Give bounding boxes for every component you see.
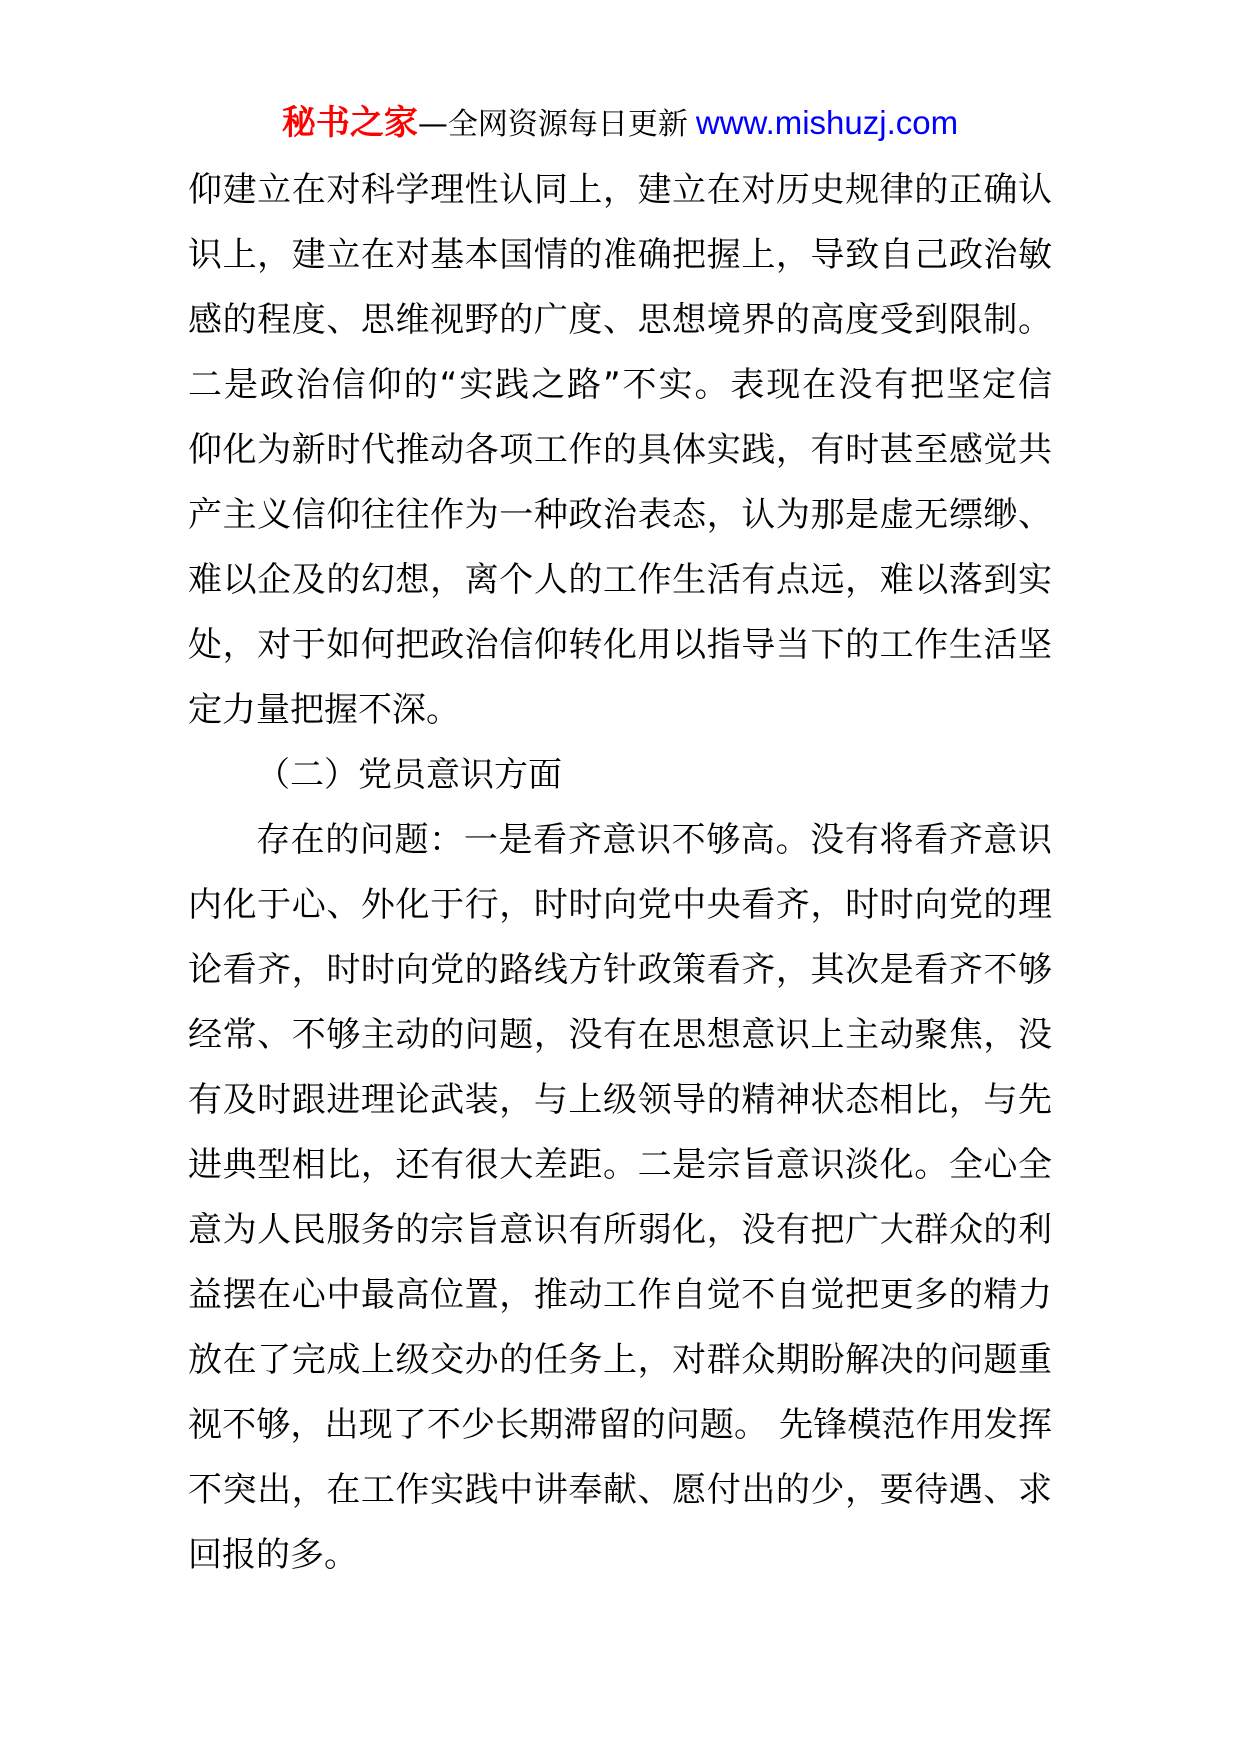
text-line: 存在的问题：一是看齐意识不够高。没有将看齐意识	[256, 820, 1052, 860]
text-line: 益摆在心中最高位置，推动工作自觉不自觉把更多的精力	[188, 1275, 1052, 1315]
text-line: 论看齐，时时向党的路线方针政策看齐，其次是看齐不够	[188, 950, 1052, 990]
section-heading-text: （二）党员意识方面	[256, 755, 562, 795]
text-line: 定力量把握不深。	[188, 690, 460, 730]
text-line: 意为人民服务的宗旨意识有所弱化，没有把广大群众的利	[188, 1210, 1052, 1250]
text-line: 经常、不够主动的问题，没有在思想意识上主动聚焦，没	[188, 1015, 1052, 1055]
text-line: 处，对于如何把政治信仰转化用以指导当下的工作生活坚	[188, 625, 1052, 665]
site-url: www.mishuzj.com	[695, 104, 959, 141]
text-line: 感的程度、思维视野的广度、思想境界的高度受到限制。	[188, 300, 1052, 340]
text-line: 放在了完成上级交办的任务上，对群众期盼解决的问题重	[188, 1340, 1052, 1380]
text-line: 难以企及的幻想，离个人的工作生活有点远，难以落到实	[188, 560, 1052, 600]
text-line: 仰化为新时代推动各项工作的具体实践，有时甚至感觉共	[188, 430, 1052, 470]
document-body	[188, 158, 1052, 1588]
text-line: 内化于心、外化于行，时时向党中央看齐，时时向党的理	[188, 885, 1052, 925]
text-line: 识上，建立在对基本国情的准确把握上，导致自己政治敏	[188, 235, 1052, 275]
text-line: 仰建立在对科学理性认同上，建立在对历史规律的正确认	[188, 170, 1052, 210]
site-brand: 秘书之家	[281, 103, 418, 143]
text-line: 二是政治信仰的“实践之路”不实。表现在没有把坚定信	[188, 365, 1052, 405]
text-line: 回报的多。	[188, 1535, 358, 1575]
text-line: 产主义信仰往往作为一种政治表态，认为那是虚无缥缈、	[188, 495, 1052, 535]
paragraph	[188, 158, 1052, 743]
paragraph	[188, 808, 1052, 1588]
site-tagline: —全网资源每日更新	[417, 107, 688, 142]
page-header	[0, 98, 1240, 148]
text-line: 进典型相比，还有很大差距。二是宗旨意识淡化。全心全	[188, 1145, 1052, 1185]
section-heading	[188, 743, 1052, 808]
text-line: 有及时跟进理论武装，与上级领导的精神状态相比，与先	[188, 1080, 1052, 1120]
text-line: 视不够，出现了不少长期滞留的问题。 先锋模范作用发挥	[188, 1405, 1052, 1445]
text-line: 不突出，在工作实践中讲奉献、愿付出的少，要待遇、求	[188, 1470, 1052, 1510]
